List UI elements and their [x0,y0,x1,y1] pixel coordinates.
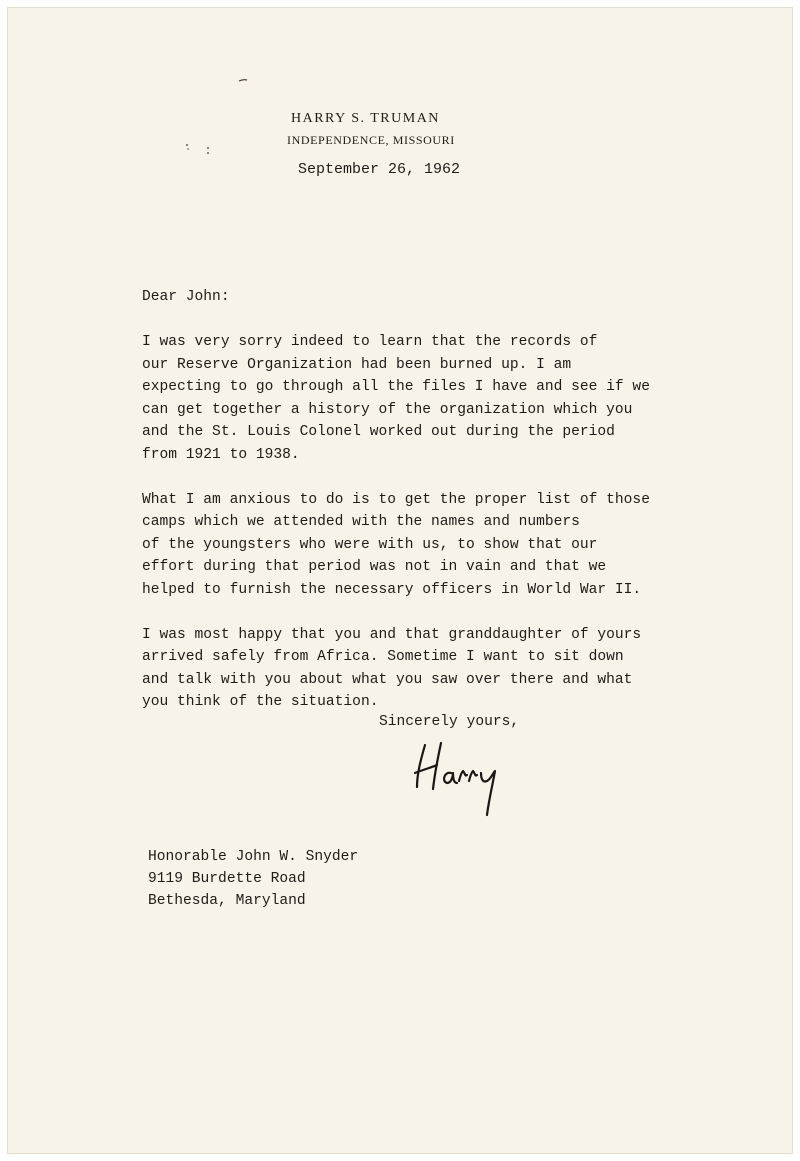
paragraph-line: you think of the situation. [142,694,379,710]
paragraph-2 [142,489,742,602]
paragraph-line: camps which we attended with the names and numbers [142,514,580,530]
letter-page [7,7,793,1154]
paragraph-line: I was very sorry indeed to learn that the records of [142,334,598,350]
paragraph-1 [142,331,742,466]
address-line: Bethesda, Maryland [148,893,306,909]
paragraph-3 [142,624,742,714]
paragraph-line: effort during that period was not in vain and that we [142,559,607,575]
paragraph-line: and the St. Louis Colonel worked out during the period [142,424,615,440]
closing: Sincerely yours, [379,714,520,730]
paragraph-line: our Reserve Organization had been burned up. I am [142,356,572,373]
recipient-address [148,846,358,912]
paragraph-line: expecting to go through all the files I have and see if we [142,379,650,395]
letterhead-name: HARRY S. TRUMAN [291,111,440,126]
paragraph-line: and talk with you about what you saw over there and what [142,671,633,688]
paragraph-line: arrived safely from Africa. Sometime I want to sit down [142,649,624,665]
letter-body [142,286,742,714]
paragraph-line: What I am anxious to do is to get the proper list of those [142,491,650,508]
letterhead-place: INDEPENDENCE, MISSOURI [287,133,455,147]
paragraph-line: can get together a history of the organization which you [142,401,633,418]
paragraph-line: helped to furnish the necessary officers in World War II. [142,581,642,598]
paragraph-line: I was most happy that you and that granddaughter of yours [142,626,642,643]
paragraph-line: from 1921 to 1938. [142,446,300,463]
address-line: Honorable John W. Snyder [148,849,359,865]
salutation: Dear John: [142,289,230,305]
address-line: 9119 Burdette Road [148,871,306,887]
letter-date: September 26, 1962 [298,161,461,178]
paragraph-line: of the youngsters who were with us, to show that our [142,536,598,553]
signature [407,737,517,827]
paper-marks [177,67,267,167]
